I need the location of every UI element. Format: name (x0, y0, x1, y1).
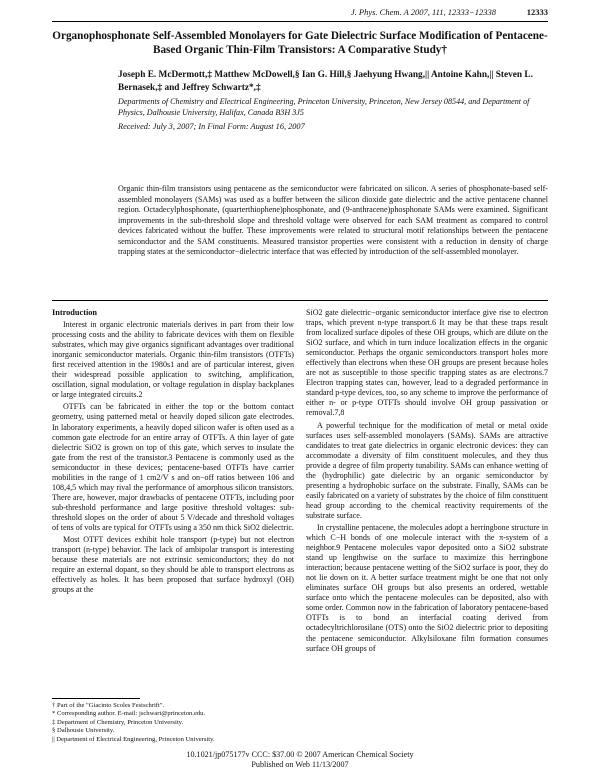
page-number: 12333 (526, 7, 548, 17)
affiliations: Departments of Chemistry and Electrical Engineering, Princeton University, Princeton, New Jersey 08544, and Department of Physics, Dalhousie University, Halifax, Canada B3H 3J5 (118, 97, 530, 117)
paragraph: OTFTs can be fabricated in either the top or the bottom contact geometry, using patterned metal or heavily doped silicon gate electrodes. In laboratory experiments, a heavily doped silicon wafer is often used as a common gate electrode for an entire array of OTFTs. A thin layer of gate dielectric SiO2 is grown on top of this gate, which serves to insulate the gate from the rest of the transistor.3 Pentacene is commonly used as the semiconductor in these devices; pentacene-based OTFTs have carrier mobilities in the range of 1 cm2/V s and on−off ratios between 106 and 108,4,5 which may rival the performance of amorphous silicon transistors. There are, however, major drawbacks of pentacene OTFTs, including poor sub-threshold performance and large positive threshold voltages: sub-threshold slopes on the order of about 5 V/decade and threshold voltages of tens of volts are typical for OTFTs using a 350 nm thick SiO2 dielectric. (52, 402, 294, 532)
published-date: Published on Web 11/13/2007 (251, 760, 349, 769)
paragraph: Interest in organic electronic materials derives in part from their low processing costs and the ability to fabricate devices with them on flexible substrates, which may give organics significant advantages over traditional inorganic semiconductor materials. Organic thin-film transistors (OTFTs) first received attention in the 1980s1 and are of particular interest, given their widespread possible application to switching, amplification, oscillation, signal modulation, or voltage regulation in display backplanes or large integrated circuits.2 (52, 320, 294, 400)
footnote: ‡ Department of Chemistry, Princeton University. (52, 718, 184, 726)
journal-citation: J. Phys. Chem. A 2007, 111, 12333−12338 (350, 7, 496, 17)
author-list: Joseph E. McDermott,‡ Matthew McDowell,§ Ian G. Hill,§ Jaehyung Hwang,|| Antoine Kahn,|| Steven L. Bernasek,‡ and Jeffrey Schwartz*,‡ (118, 70, 533, 93)
doi-line: 10.1021/jp075177v CCC: $37.00 © 2007 American Chemical Society (186, 750, 414, 759)
article-title: Organophosphonate Self-Assembled Monolayers for Gate Dielectric Surface Modification of Pentacene-Based Organic Thin-Film Transistors: A Comparative Study† (52, 30, 548, 56)
paragraph: SiO2 gate dielectric−organic semiconductor interface give rise to electron traps, which prevent n-type transport.6 It may be that these traps result from localized surface dipoles of these OH groups, which are dilute on the SiO2 surface, and which in turn induce localization effects in the organic semiconductor. Perhaps the organic semiconductors transport holes more effectively than electrons when these OH groups are present because holes are not as susceptible to those specific trapping states as are electrons.7 Electron trapping states can, however, lead to a degraded performance in standard p-type devices, too, so any scheme to improve the performance of either n- or p-type OTFTs should involve OH group passivation or removal.7,8 (306, 308, 548, 418)
right-column (306, 308, 548, 654)
paragraph: A powerful technique for the modification of metal or metal oxide surfaces uses self-assembled monolayers (SAMs). SAMs are attractive candidates to treat gate dielectrics in organic electronic devices: they can accommodate a diversity of film constituent molecules, and they thus provide a degree of film property tunability. SAMs can enhance wetting of the (hydrophilic) gate dielectric by an organic semiconductor by presenting a hydrophobic surface on the substrate. Finally, SAMs can be easily fabricated on a variety of substrates by the choice of film constituent head group according to the chemical reactivity requirements of the substrate surface. (306, 420, 548, 520)
abstract-rule (52, 300, 548, 301)
left-column (52, 308, 294, 595)
section-title: Introduction (52, 308, 98, 317)
footnote: § Dalhousie University. (52, 727, 115, 735)
running-head (52, 7, 548, 19)
footnote: † Part of the "Giacinto Scoles Festschrift". (52, 702, 165, 709)
footnotes (52, 702, 294, 744)
received-dates: Received: July 3, 2007; In Final Form: August 16, 2007 (118, 122, 305, 131)
header-rule (52, 21, 548, 22)
footnote: || Department of Electrical Engineering, Princeton University. (52, 735, 215, 743)
paragraph: In crystalline pentacene, the molecules adopt a herringbone structure in which C−H bonds of one molecule interact with the π-system of a neighbor.9 Pentacene molecules vapor deposited onto a SiO2 substrate stand up lengthwise on the surface to maximize this herringbone interaction; because pentacene wetting of the SiO2 surface is poor, they do not lie down on it. A better surface treatment might be one that not only eliminates surface OH groups but also presents an ordered, wettable surface onto which the pentacene molecules can be deposited, also with some order. Common now in the fabrication of laboratory pentacene-based OTFTs is to bond an interfacial coating derived from octadecyltrichlorosilane (OTS) onto the SiO2 dielectric prior to depositing the pentacene semiconductor. Alkylsiloxane film formation consumes surface OH groups of (306, 522, 548, 653)
abstract: Organic thin-film transistors using pentacene as the semiconductor were fabricated on silicon. A series of phosphonate-based self-assembled monolayers (SAMs) was used as a buffer between the silicon dioxide gate dielectric and the active pentacene channel region. Octadecylphosphonate, (quarterthiophene)phosphonate, and (9-anthracene)phosphonate SAMs were examined. Significant improvements in the sub-threshold slope and threshold voltage were observed for each SAM treatment as compared to control devices fabricated without the buffer. These improvements were related to structural motif relationships between the pentacene semiconductor and the SAM constituents. Measured transistor properties were consistent with a reduction in density of charge trapping states at the semiconductor−dielectric interface that was effected by introduction of the self-assembled monolayer. (118, 184, 548, 257)
page-footer (0, 750, 600, 770)
footnote: * Corresponding author. E-mail: jschwart@princeton.edu. (52, 710, 206, 718)
paragraph: Most OTFT devices exhibit hole transport (p-type) but not electron transport (n-type) behavior. The lack of ambipolar transport is interesting because these materials are not extrinsic semiconductors; they do not require an external dopant, so they should be able to transport electrons as effectively as holes. It has been proposed that surface hydroxyl (OH) groups at the (52, 535, 294, 595)
footnote-rule (52, 698, 140, 699)
